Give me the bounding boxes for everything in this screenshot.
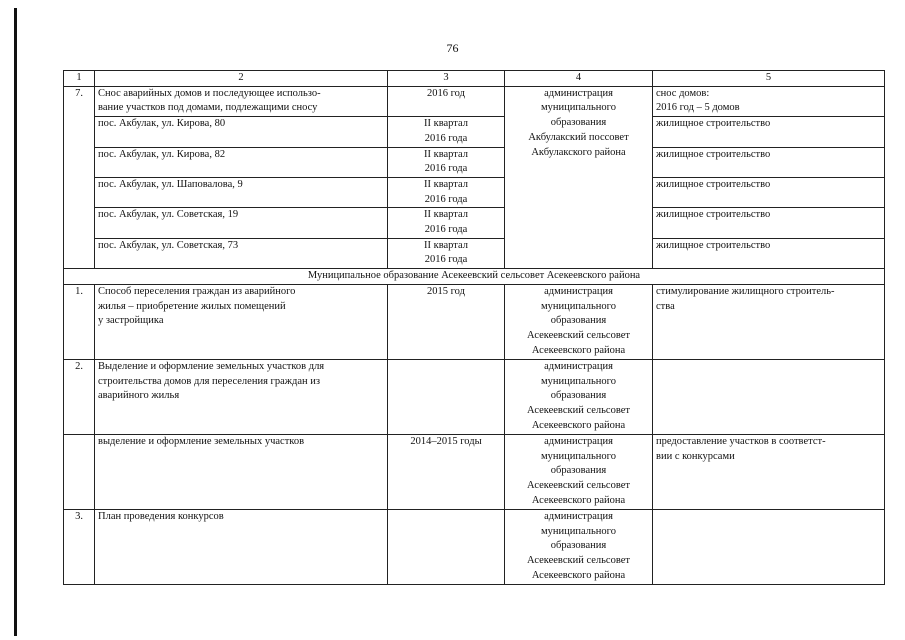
row-text: Выделение и оформление земельных участков для строительства домов для переселения граждан из аварийного жилья — [95, 359, 388, 434]
header-cell-3: 3 — [388, 71, 505, 87]
table-row — [64, 284, 885, 359]
house-result: жилищное строительство — [653, 177, 885, 207]
table-row — [64, 86, 885, 116]
table-row — [64, 117, 885, 147]
row-period: 2014–2015 годы — [388, 434, 505, 509]
row-result: снос домов: 2016 год – 5 домов — [653, 86, 885, 116]
row-number: 7. — [64, 86, 95, 268]
house-result: жилищное строительство — [653, 208, 885, 238]
house-address: пос. Акбулак, ул. Кирова, 80 — [95, 117, 388, 147]
responsible-org: администрация муниципального образования Асекеевский сельсовет Асекеевского района — [505, 284, 653, 359]
row-result — [653, 509, 885, 584]
row-number: 1. — [64, 284, 95, 359]
row-period — [388, 359, 505, 434]
house-period: II квартал 2016 года — [388, 177, 505, 207]
binder-line — [14, 8, 17, 636]
header-cell-2: 2 — [95, 71, 388, 87]
row-number — [64, 434, 95, 509]
house-result: жилищное строительство — [653, 238, 885, 268]
row-period: 2016 год — [388, 86, 505, 116]
house-address: пос. Акбулак, ул. Кирова, 82 — [95, 147, 388, 177]
responsible-org: администрация муниципального образования Асекеевский сельсовет Асекеевского района — [505, 509, 653, 584]
house-period: II квартал 2016 года — [388, 147, 505, 177]
house-address: пос. Акбулак, ул. Советская, 19 — [95, 208, 388, 238]
house-period: II квартал 2016 года — [388, 238, 505, 268]
row-period — [388, 509, 505, 584]
house-address: пос. Акбулак, ул. Шаповалова, 9 — [95, 177, 388, 207]
row-number: 3. — [64, 509, 95, 584]
row-number: 2. — [64, 359, 95, 434]
row-result — [653, 359, 885, 434]
table-row — [64, 238, 885, 268]
row-text: выделение и оформление земельных участков — [95, 434, 388, 509]
house-address: пос. Акбулак, ул. Советская, 73 — [95, 238, 388, 268]
row-title: Снос аварийных домов и последующее использо- вание участков под домами, подлежащими сносу — [95, 86, 388, 116]
row-result: стимулирование жилищного строитель- ства — [653, 284, 885, 359]
row-text: Способ переселения граждан из аварийного жилья – приобретение жилых помещений у застройщика — [95, 284, 388, 359]
table-row — [64, 147, 885, 177]
header-cell-1: 1 — [64, 71, 95, 87]
header-cell-5: 5 — [653, 71, 885, 87]
section-title: Муниципальное образование Асекеевский сельсовет Асекеевского района — [64, 269, 885, 285]
table-row — [64, 509, 885, 584]
table-header-row — [64, 71, 885, 87]
table-row — [64, 434, 885, 509]
responsible-org: администрация муниципального образования Асекеевский сельсовет Асекеевского района — [505, 434, 653, 509]
house-period: II квартал 2016 года — [388, 117, 505, 147]
table-row — [64, 208, 885, 238]
row-result: предоставление участков в соответст- вии с конкурсами — [653, 434, 885, 509]
responsible-org: администрация муниципального образования Асекеевский сельсовет Асекеевского района — [505, 359, 653, 434]
page-number: 76 — [446, 41, 459, 55]
responsible-org: администрация муниципального образования Акбулакский поссовет Акбулакского района — [505, 86, 653, 268]
section-heading-row — [64, 269, 885, 285]
header-cell-4: 4 — [505, 71, 653, 87]
house-result: жилищное строительство — [653, 117, 885, 147]
row-text: План проведения конкурсов — [95, 509, 388, 584]
table-row — [64, 359, 885, 434]
measures-table — [63, 70, 885, 585]
house-result: жилищное строительство — [653, 147, 885, 177]
house-period: II квартал 2016 года — [388, 208, 505, 238]
row-period: 2015 год — [388, 284, 505, 359]
table-row — [64, 177, 885, 207]
